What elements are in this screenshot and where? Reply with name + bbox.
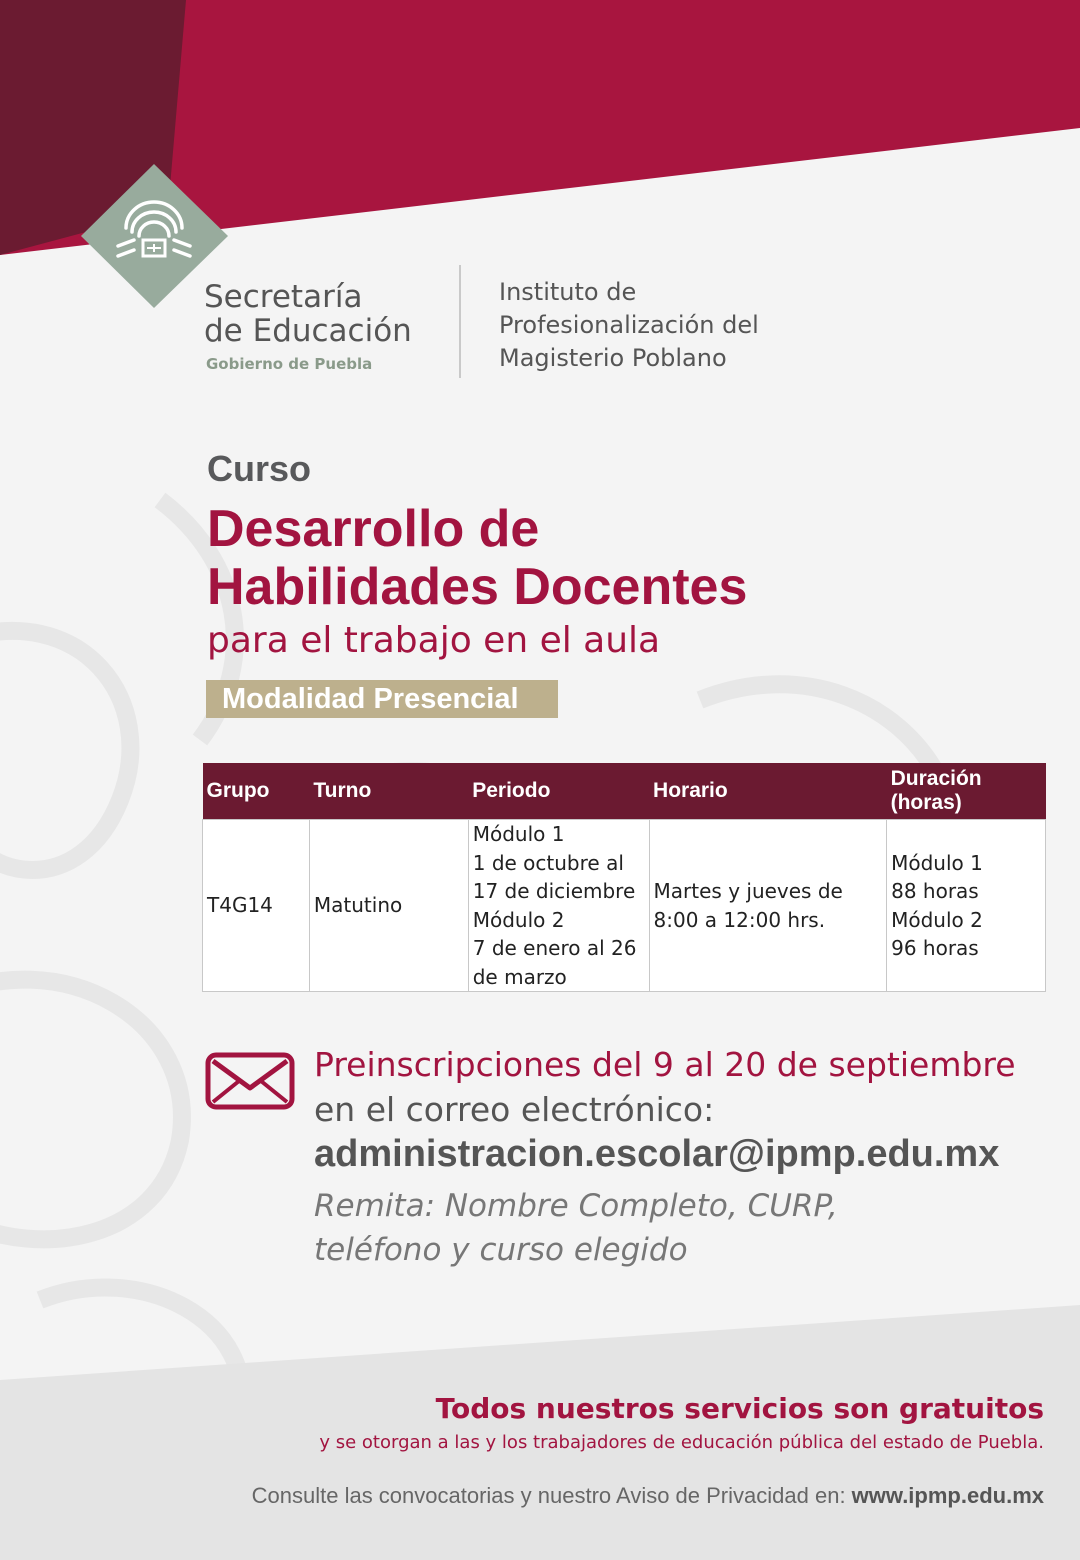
duracion-line: 88 horas	[891, 879, 979, 903]
footer-consult-text: Consulte las convocatorias y nuestro Aviso de Privacidad en:	[251, 1483, 852, 1508]
secretaria-line2: de Educación	[204, 313, 412, 349]
header-duracion: Duración (horas)	[887, 763, 1046, 820]
cell-duracion	[887, 820, 1046, 992]
periodo-line: Módulo 1	[472, 822, 565, 846]
duracion-line: Módulo 1	[891, 850, 983, 875]
instituto-line3: Magisterio Poblano	[499, 344, 727, 372]
table-row	[203, 820, 1046, 992]
logo-divider	[459, 265, 461, 378]
schedule-table	[202, 763, 1046, 992]
registration-dates: Preinscripciones del 9 al 20 de septiembre	[314, 1045, 1016, 1084]
gobierno-puebla-label: Gobierno de Puebla	[206, 355, 373, 373]
modality-badge: Modalidad Presencial	[206, 680, 558, 718]
duracion-line: 96 horas	[891, 936, 979, 960]
footer-headline: Todos nuestros servicios son gratuitos	[435, 1392, 1044, 1425]
header-horario: Horario	[649, 763, 887, 820]
instituto-line2: Profesionalización del	[499, 311, 759, 339]
table-header-row	[203, 763, 1046, 820]
horario-line: 8:00 a 12:00 hrs.	[653, 907, 826, 932]
header-grupo: Grupo	[203, 763, 310, 820]
cell-horario	[649, 820, 887, 992]
registration-email-label: en el correo electrónico:	[314, 1090, 715, 1129]
periodo-line: 7 de enero al 26	[472, 936, 637, 960]
periodo-line: Módulo 2	[472, 907, 565, 932]
periodo-line: de marzo	[472, 964, 567, 989]
registration-note	[314, 1184, 838, 1272]
periodo-line: 1 de octubre al	[472, 850, 624, 875]
header-turno: Turno	[309, 763, 468, 820]
registration-note-line1: Remita: Nombre Completo, CURP,	[314, 1188, 838, 1224]
instituto-logo-text	[499, 276, 759, 375]
envelope-icon	[205, 1052, 295, 1110]
secretaria-logo-text	[204, 280, 412, 348]
instituto-line1: Instituto de	[499, 278, 637, 306]
secretaria-line1: Secretaría	[204, 279, 363, 315]
footer-subline: y se otorgan a las y los trabajadores de educación pública del estado de Puebla.	[319, 1432, 1044, 1453]
periodo-line: 17 de diciembre	[472, 879, 636, 903]
header-periodo: Periodo	[468, 763, 649, 820]
cell-grupo: T4G14	[203, 820, 310, 992]
cell-turno: Matutino	[309, 820, 468, 992]
footer-website-link[interactable]: www.ipmp.edu.mx	[851, 1483, 1044, 1508]
course-title-line2: Habilidades Docentes	[207, 558, 748, 616]
footer-consult	[252, 1483, 1044, 1509]
course-label: Curso	[207, 448, 312, 489]
duracion-line: Módulo 2	[891, 907, 983, 932]
cell-periodo	[468, 820, 649, 992]
horario-line: Martes y jueves de	[653, 879, 843, 903]
registration-email-link[interactable]: administracion.escolar@ipmp.edu.mx	[314, 1133, 1000, 1175]
course-subtitle: para el trabajo en el aula	[207, 620, 661, 661]
course-title-line1: Desarrollo de	[207, 500, 540, 558]
registration-note-line2: teléfono y curso elegido	[314, 1232, 688, 1268]
course-title	[207, 500, 747, 616]
